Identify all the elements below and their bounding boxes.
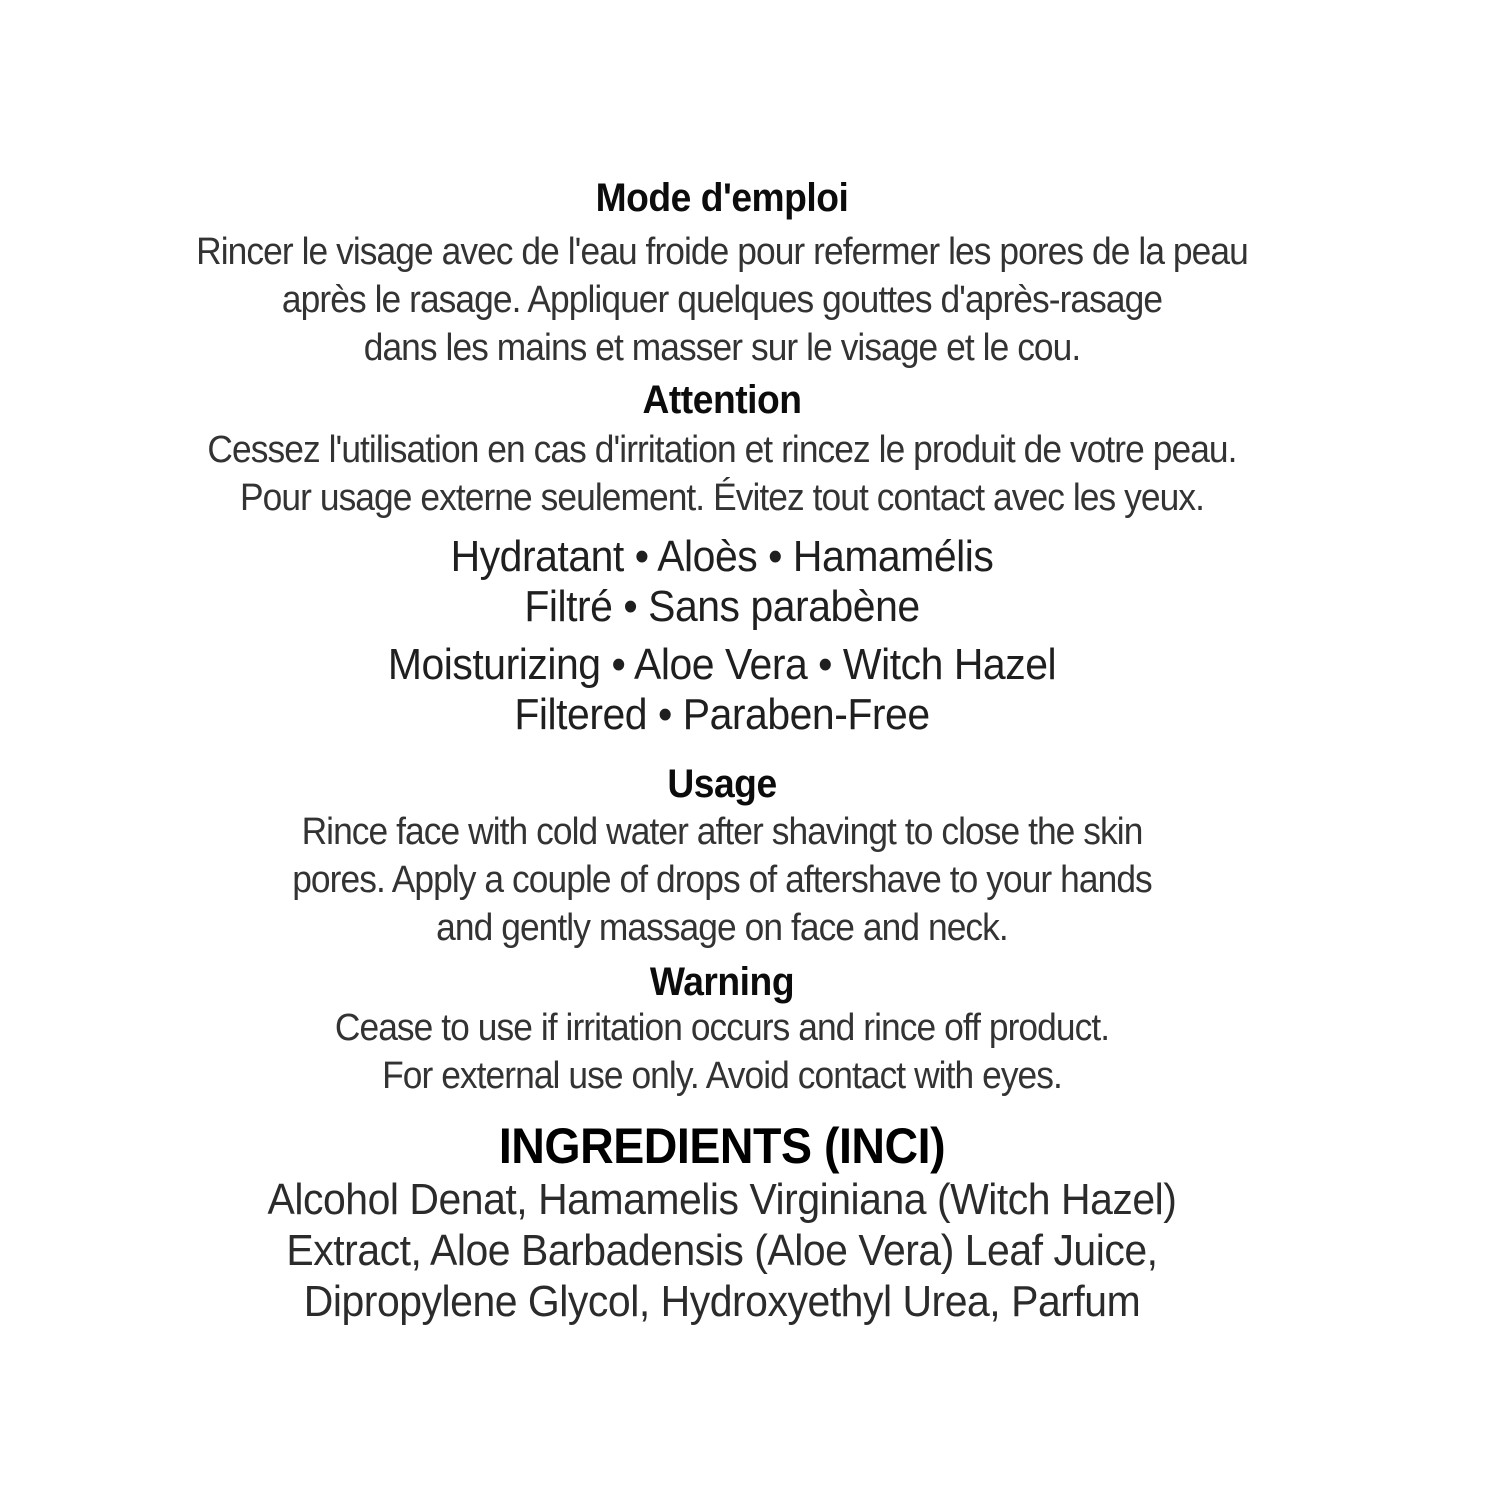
- attention-line-1: Cessez l'utilisation en cas d'irritation et rincez le produit de votre peau.: [207, 429, 1237, 471]
- section-ingredients: [164, 1118, 1280, 1327]
- ingredients-heading: INGREDIENTS (INCI): [498, 1118, 946, 1174]
- mode-demploi-line-2: après le rasage. Appliquer quelques gouttes d'après-rasage: [281, 279, 1163, 321]
- warning-heading: Warning: [649, 960, 795, 1004]
- feature-fr-line-1: Hydratant • Aloès • Hamamélis: [450, 532, 994, 581]
- usage-line-3: and gently massage on face and neck.: [436, 907, 1008, 949]
- usage-heading: Usage: [667, 762, 777, 806]
- usage-line-1: Rince face with cold water after shavingt to close the skin: [301, 811, 1143, 853]
- ingredients-line-3: Dipropylene Glycol, Hydroxyethyl Urea, Parfum: [303, 1277, 1141, 1326]
- features-english: [164, 640, 1280, 740]
- mode-demploi-heading: Mode d'emploi: [595, 176, 849, 220]
- section-usage: [164, 762, 1280, 952]
- ingredients-line-2: Extract, Aloe Barbadensis (Aloe Vera) Leaf Juice,: [286, 1226, 1158, 1275]
- warning-line-1: Cease to use if irritation occurs and rince off product.: [334, 1007, 1110, 1049]
- feature-en-line-2: Filtered • Paraben-Free: [514, 690, 930, 739]
- product-label: [164, 176, 1280, 1327]
- mode-demploi-line-1: Rincer le visage avec de l'eau froide pour refermer les pores de la peau: [196, 231, 1248, 273]
- ingredients-line-1: Alcohol Denat, Hamamelis Virginiana (Witch Hazel): [267, 1175, 1177, 1224]
- section-attention: [164, 378, 1280, 522]
- section-warning: [164, 960, 1280, 1100]
- usage-line-2: pores. Apply a couple of drops of aftershave to your hands: [292, 859, 1152, 901]
- feature-fr-line-2: Filtré • Sans parabène: [524, 582, 920, 631]
- feature-en-line-1: Moisturizing • Aloe Vera • Witch Hazel: [387, 640, 1057, 689]
- mode-demploi-line-3: dans les mains et masser sur le visage et le cou.: [363, 327, 1081, 369]
- section-mode-demploi: [164, 176, 1280, 372]
- section-features: [164, 532, 1280, 740]
- attention-line-2: Pour usage externe seulement. Évitez tout contact avec les yeux.: [240, 477, 1204, 519]
- warning-line-2: For external use only. Avoid contact with eyes.: [382, 1055, 1062, 1097]
- features-french: [164, 532, 1280, 632]
- attention-heading: Attention: [642, 378, 802, 422]
